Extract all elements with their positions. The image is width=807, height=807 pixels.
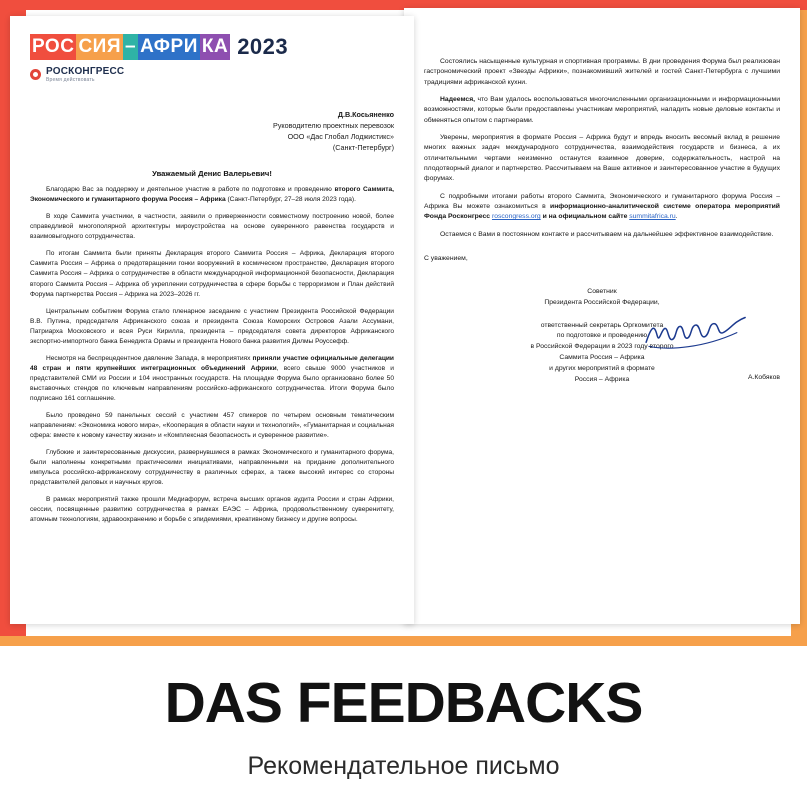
caption-subtitle: Рекомендательное письмо: [247, 752, 560, 780]
signer-name: А.Кобяков: [747, 373, 780, 381]
roscongress-link[interactable]: roscongress.org: [491, 213, 541, 221]
addressee-block: [30, 109, 394, 154]
logo-year: 2023: [237, 34, 289, 59]
handwritten-signature: [642, 311, 752, 357]
logo-part-5: КА: [200, 34, 230, 60]
logo-part-1: РОС: [30, 34, 76, 60]
paragraph: Надеемся, что Вам удалось воспользоваться многочисленными организационными и информационными возможностями, которые были предоставлены участникам мероприятий, наладить новые деловые контакты и обменяться опытом с партнерами.: [424, 95, 780, 124]
addressee-position: Руководителю проектных перевозок: [273, 120, 394, 130]
paragraph: В ходе Саммита участники, в частности, заявили о приверженности совместному построению новой, более справедливой многополярной архитектуры мироустройства на основе суверенного равенства государств и взаимовыгодного сотрудничества.: [30, 213, 394, 241]
paragraph: В рамках мероприятий также прошли Медиафорум, встреча высших органов аудита России и стран Африки, сессии, посвященные развитию сотрудничества в рамках ЕАЭС – Африка, продовольственному суверенитету, атомным технологиям, здравоохранению и борьбе с эпидемиями, креативному бизнесу и другие вопросы.: [30, 495, 394, 523]
signer-role-2: Президента Российской Федерации,: [544, 298, 660, 306]
addressee-name: Д.В.Косьяненко: [337, 109, 394, 119]
logo-wordmark: [30, 34, 230, 60]
paragraph: Благодарю Вас за поддержку и деятельное участие в работе по подготовке и проведению второго Саммита, Экономического и гуманитарного форума Россия – Африка (Санкт-Петербург, 27–28 июля 2023 года).: [30, 186, 394, 204]
roscongress-mark-icon: [30, 69, 41, 80]
letter-page-1: [10, 16, 414, 624]
roscongress-name: РОСКОНГРЕСС: [46, 66, 125, 77]
signer-role-3: ответственный секретарь Оргкомитета: [540, 321, 664, 329]
paragraph: Было проведено 59 панельных сессий с участием 457 спикеров по четырем основным тематическим направлениям: «Экономика нового мира», «Кооперация в области науки и технологий», «Гуманитарная и социальная сфера: вместе к новому качеству жизни» и «Комплексная безопасность и суверенное развитие».: [30, 411, 394, 439]
summitafrica-link[interactable]: summitafrica.ru: [629, 213, 676, 221]
salutation: Уважаемый Денис Валерьевич!: [152, 169, 272, 179]
signer-role-5: в Российской Федерации в 2023 году второго: [530, 343, 674, 351]
addressee-company: ООО «Дас Глобал Лоджистикс»: [287, 132, 394, 142]
paragraph: Несмотря на беспрецедентное давление Запада, в мероприятиях приняли участие официальные делегации 48 стран и пяти крупнейших интеграционных объединений Африки, всего свыше 9000 участников и представителей СМИ из России и 104 иностранных государств. На площадке Форума было организовано более 50 выставочных стендов по ключевым направлениям российско-африканского сотрудничества. Итоги Форума было подписано 161 соглашение.: [30, 354, 394, 402]
addressee-city: (Санкт-Петербург): [332, 143, 394, 153]
logo-part-3: –: [123, 34, 138, 60]
logo-part-4: АФРИ: [138, 34, 200, 60]
signer-role-7: и других мероприятий в формате: [549, 365, 655, 373]
paragraph: Остаемся с Вами в постоянном контакте и рассчитываем на дальнейшее эффективное взаимодействие.: [440, 230, 774, 238]
paragraph: Уверены, мероприятия в формате Россия – Африка будут и впредь вносить весомый вклад в решение многих важных задач международного сотрудничества, взаимодействия государств и бизнеса, а их отличительными чертами неизменно останутся взаимное доверие, содержательность, настрой на плодотворный диалог и партнерство. Рассчитываем на Ваше активное и заинтересованное участие в будущих форумах.: [424, 133, 780, 183]
roscongress-logo: [30, 67, 394, 83]
forum-logo: [30, 34, 394, 83]
caption-block: [0, 646, 807, 781]
signer-role-1: Советник: [587, 287, 617, 295]
closing-line: С уважением,: [424, 254, 468, 262]
letter-page-2: [404, 8, 800, 624]
paragraph: По итогам Саммита были приняты Декларация второго Саммита Россия – Африка, Декларация второго Саммита Россия – Африка о предотвращении гонки вооружений в космическом пространстве, Декларация второго Саммита Россия – Африка о сотрудничестве в области международной информационной безопасности, Декларация второго Саммита Россия – Африка об укреплении сотрудничества в сфере борьбы с терроризмом и План действий Форума партнерства Россия – Африка на 2023–2026 гг.: [30, 250, 394, 298]
paragraph: Центральным событием Форума стало пленарное заседание с участием Президента Российской Федерации В.В. Путина, председателя Африканского союза и президента Союза Коморских Островов Азали Ассумани, Патриарха Московского и всея Руси Кирилла, президента – председателя совета директоров Африканского экспортно-импортного банка Бенедикта Орамы и президента Нового банка развития Дилмы Роуссефф.: [30, 307, 394, 345]
paragraph: Глубокие и заинтересованные дискуссии, развернувшиеся в рамках Экономического и гуманитарного форума, были наполнены конкретными практическими инициативами, направленными на придание дополнительного импульса российско-африканскому сотрудничеству в различных сферах, а также высокий интерес со стороны представителей деловых и научных кругов.: [30, 448, 394, 486]
logo-part-2: СИЯ: [76, 34, 123, 60]
signature-block: [424, 254, 780, 386]
signer-role-6: Саммита Россия – Африка: [559, 354, 645, 362]
roscongress-tagline: Время действовать: [46, 76, 95, 83]
decorative-bottom-accent: [0, 636, 807, 646]
paragraph-with-links: С подробными итогами работы второго Саммита, Экономического и гуманитарного форума Россия – Африка Вы можете ознакомиться в информационно-аналитической системе оператора мероприятий Фонда Росконгресс roscongress.org и на официальном сайте summitafrica.ru.: [424, 192, 780, 221]
signer-role-8: Россия – Африка: [574, 375, 630, 383]
signer-role-4: по подготовке и проведению: [556, 332, 648, 340]
caption-title: DAS FEEDBACKS: [164, 671, 643, 735]
paragraph: Состоялись насыщенные культурная и спортивная программы. В дни проведения Форума был реализован гастрономический проект «Звезды Африки», познакомивший жителей и гостей Санкт-Петербурга с лучшими традициями африканской кухни.: [424, 58, 780, 86]
